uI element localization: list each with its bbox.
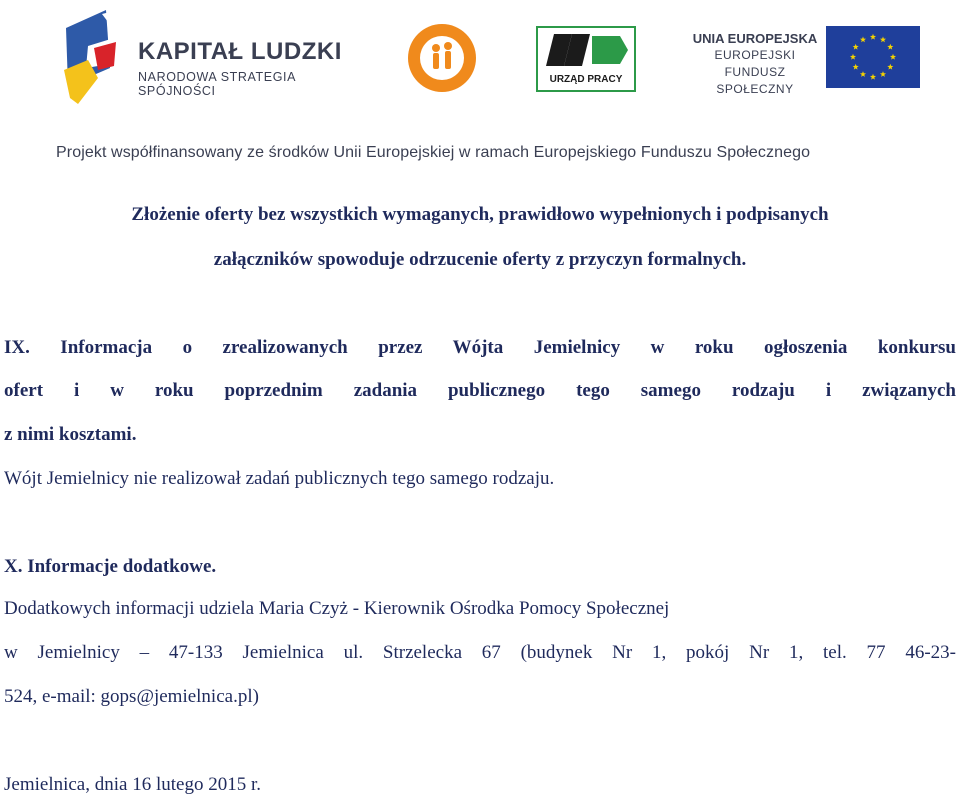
- section-10-line-2: w Jemielnicy – 47-133 Jemielnica ul. Strzelecka 67 (budynek Nr 1, pokój Nr 1, tel. 77 46-23-: [4, 642, 956, 663]
- kapital-ludzki-emblem-icon: [58, 8, 138, 108]
- kapital-ludzki-title: KAPITAŁ LUDZKI: [138, 38, 342, 65]
- page-header: [0, 0, 960, 180]
- section-9-heading-line-1: IX. Informacja o zrealizowanych przez Wójta Jemielnicy w roku ogłoszenia konkursu: [4, 337, 956, 358]
- eu-flag-icon: [826, 26, 920, 88]
- kapital-ludzki-subtitle: NARODOWA STRATEGIA SPÓJNOŚCI: [138, 70, 296, 98]
- kapital-ludzki-logo: [58, 8, 358, 108]
- cofinancing-statement: Projekt współfinansowany ze środków Unii Europejskiej w ramach Europejskiego Funduszu Społecznego: [56, 144, 811, 161]
- eu-efs-logo: [690, 26, 922, 96]
- rejection-notice-line-1: Złożenie oferty bez wszystkich wymaganych, prawidłowo wypełnionych i podpisanych: [131, 204, 829, 225]
- date-line: Jemielnica, dnia 16 lutego 2015 r.: [4, 774, 261, 795]
- eu-line-3: FUNDUSZ SPOŁECZNY: [716, 65, 794, 96]
- eu-efs-text: [690, 30, 820, 98]
- powrot-emblem-icon: [406, 22, 478, 94]
- section-9-heading-line-2: ofert i w roku poprzednim zadania publicznego tego samego rodzaju i związanych: [4, 380, 956, 401]
- section-10-heading: X. Informacje dodatkowe.: [4, 556, 217, 577]
- section-10-line-3: 524, e-mail: gops@jemielnica.pl): [4, 686, 259, 707]
- section-10-line-1: Dodatkowych informacji udziela Maria Czyż - Kierownik Ośrodka Pomocy Społecznej: [4, 598, 670, 619]
- section-9-body: Wójt Jemielnicy nie realizował zadań publicznych tego samego rodzaju.: [4, 468, 555, 489]
- urzad-pracy-label: URZĄD PRACY: [549, 74, 623, 85]
- eu-line-1: UNIA EUROPEJSKA: [692, 31, 818, 46]
- rejection-notice-line-2: załączników spowoduje odrzucenie oferty z przyczyn formalnych.: [213, 249, 747, 270]
- urzad-pracy-emblem-icon: [536, 26, 636, 92]
- eu-line-2: EUROPEJSKI: [714, 48, 796, 62]
- urzad-pracy-logo: [536, 26, 636, 92]
- powrot-do-zatrudnienia-logo: [406, 22, 478, 94]
- section-9-heading-line-3: z nimi kosztami.: [4, 424, 137, 445]
